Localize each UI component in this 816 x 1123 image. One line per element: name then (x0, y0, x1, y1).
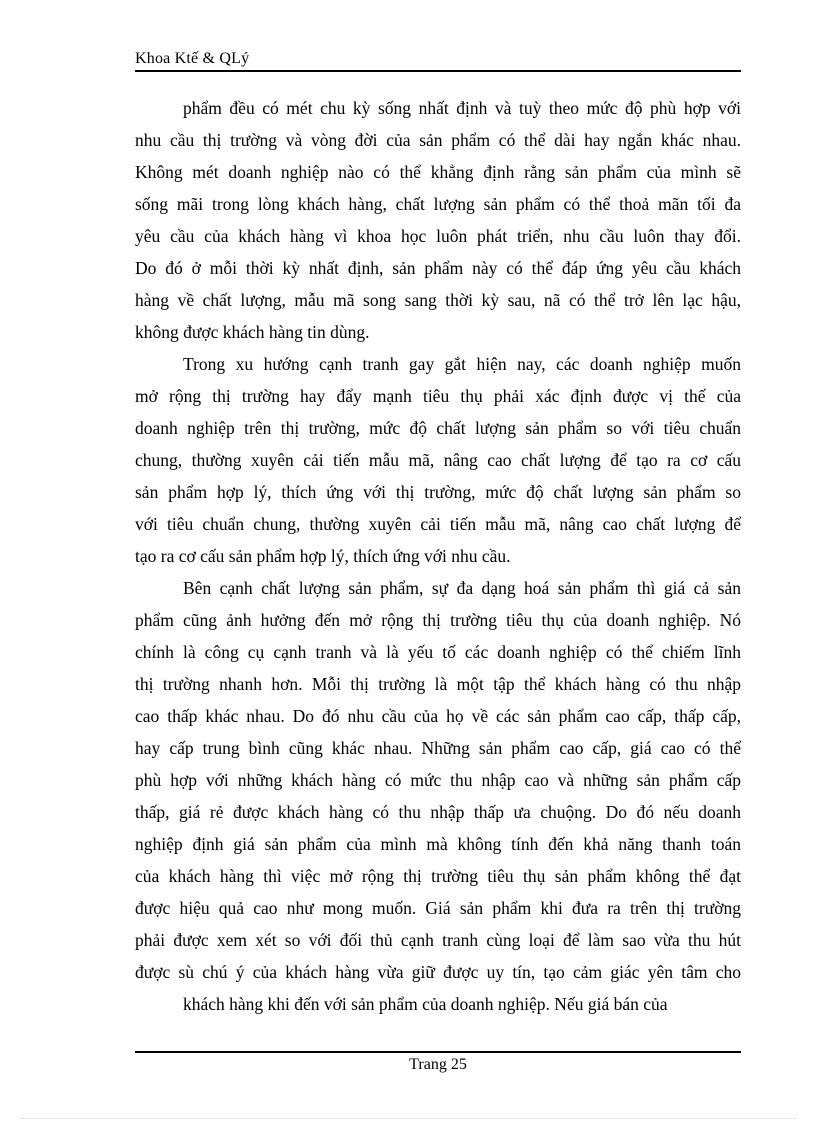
text-line: sản phẩm hợp lý, thích ứng với thị trường, mức độ chất lượng sản phẩm so (135, 482, 741, 502)
text-line: của khách hàng thì việc mở rộng thị trường tiêu thụ sản phẩm không thể đạt (135, 866, 741, 886)
text-line: tạo ra cơ cấu sản phẩm hợp lý, thích ứng với nhu cầu. (135, 546, 511, 566)
text-line: phẩm đều có mét chu kỳ sống nhất định và tuỳ theo mức độ phù hợp với (183, 98, 741, 118)
text-line: với tiêu chuẩn chung, thường xuyên cải tiến mẫu mã, nâng cao chất lượng để (135, 514, 741, 534)
text-line: thị trường nhanh hơn. Mỗi thị trường là một tập thể khách hàng có thu nhập (135, 674, 741, 694)
text-line: Do đó ở mỗi thời kỳ nhất định, sản phẩm này có thể đáp ứng yêu cầu khách (135, 258, 741, 278)
page-bottom-edge (20, 1118, 796, 1119)
text-line: yêu cầu của khách hàng vì khoa học luôn phát triển, nhu cầu luôn thay đổi. (135, 226, 741, 246)
text-line: không được khách hàng tin dùng. (135, 322, 370, 342)
text-line: hàng về chất lượng, mẫu mã song sang thời kỳ sau, nã có thể trở lên lạc hậu, (135, 290, 741, 310)
footer-divider (135, 1051, 741, 1053)
text-line: chung, thường xuyên cải tiến mẫu mã, nâng cao chất lượng để tạo ra cơ cấu (135, 450, 741, 470)
page-header: Khoa Ktế & QLý (135, 50, 250, 67)
text-line: được hiệu quả cao như mong muốn. Giá sản phẩm khi đưa ra trên thị trường (135, 898, 741, 918)
text-line: nghiệp định giá sản phẩm của mình mà không tính đến khả năng thanh toán (135, 834, 741, 854)
text-line: Trong xu hướng cạnh tranh gay gắt hiện nay, các doanh nghiệp muốn (183, 354, 741, 374)
page-number: Trang 25 (409, 1056, 467, 1073)
text-line: hay cấp trung bình cũng khác nhau. Những sản phẩm cao cấp, giá cao có thể (135, 738, 741, 758)
text-line: được sù chú ý của khách hàng vừa giữ được uy tín, tạo cảm giác yên tâm cho (135, 962, 741, 982)
text-line: phải được xem xét so với đối thủ cạnh tranh cùng loại để làm sao vừa thu hút (135, 930, 741, 950)
text-line: sống mãi trong lòng khách hàng, chất lượng sản phẩm có thể thoả mãn tối đa (135, 194, 741, 214)
text-line: Bên cạnh chất lượng sản phẩm, sự đa dạng hoá sản phẩm thì giá cả sản (183, 578, 741, 598)
body-text (135, 94, 741, 1022)
text-line: nhu cầu thị trường và vòng đời của sản phẩm có thể dài hay ngắn khác nhau. (135, 130, 741, 150)
text-line: phù hợp với những khách hàng có mức thu nhập cao và những sản phẩm cấp (135, 770, 741, 790)
text-line: cao thấp khác nhau. Do đó nhu cầu của họ về các sản phẩm cao cấp, thấp cấp, (135, 706, 741, 726)
text-line: phẩm cũng ảnh hưởng đến mở rộng thị trường tiêu thụ của doanh nghiệp. Nó (135, 610, 741, 630)
text-line: thấp, giá rẻ được khách hàng có thu nhập thấp ưa chuộng. Do đó nếu doanh (135, 802, 741, 822)
text-line: mở rộng thị trường hay đẩy mạnh tiêu thụ phải xác định được vị thế của (135, 386, 741, 406)
header-divider (135, 70, 741, 72)
text-line: doanh nghiệp trên thị trường, mức độ chất lượng sản phẩm so với tiêu chuẩn (135, 418, 741, 438)
text-line: Không mét doanh nghiệp nào có thể khẳng định rằng sản phẩm của mình sẽ (135, 162, 741, 182)
text-line: khách hàng khi đến với sản phẩm của doanh nghiệp. Nếu giá bán của (183, 994, 668, 1014)
text-line: chính là công cụ cạnh tranh và là yếu tố các doanh nghiệp có thể chiếm lĩnh (135, 642, 741, 662)
